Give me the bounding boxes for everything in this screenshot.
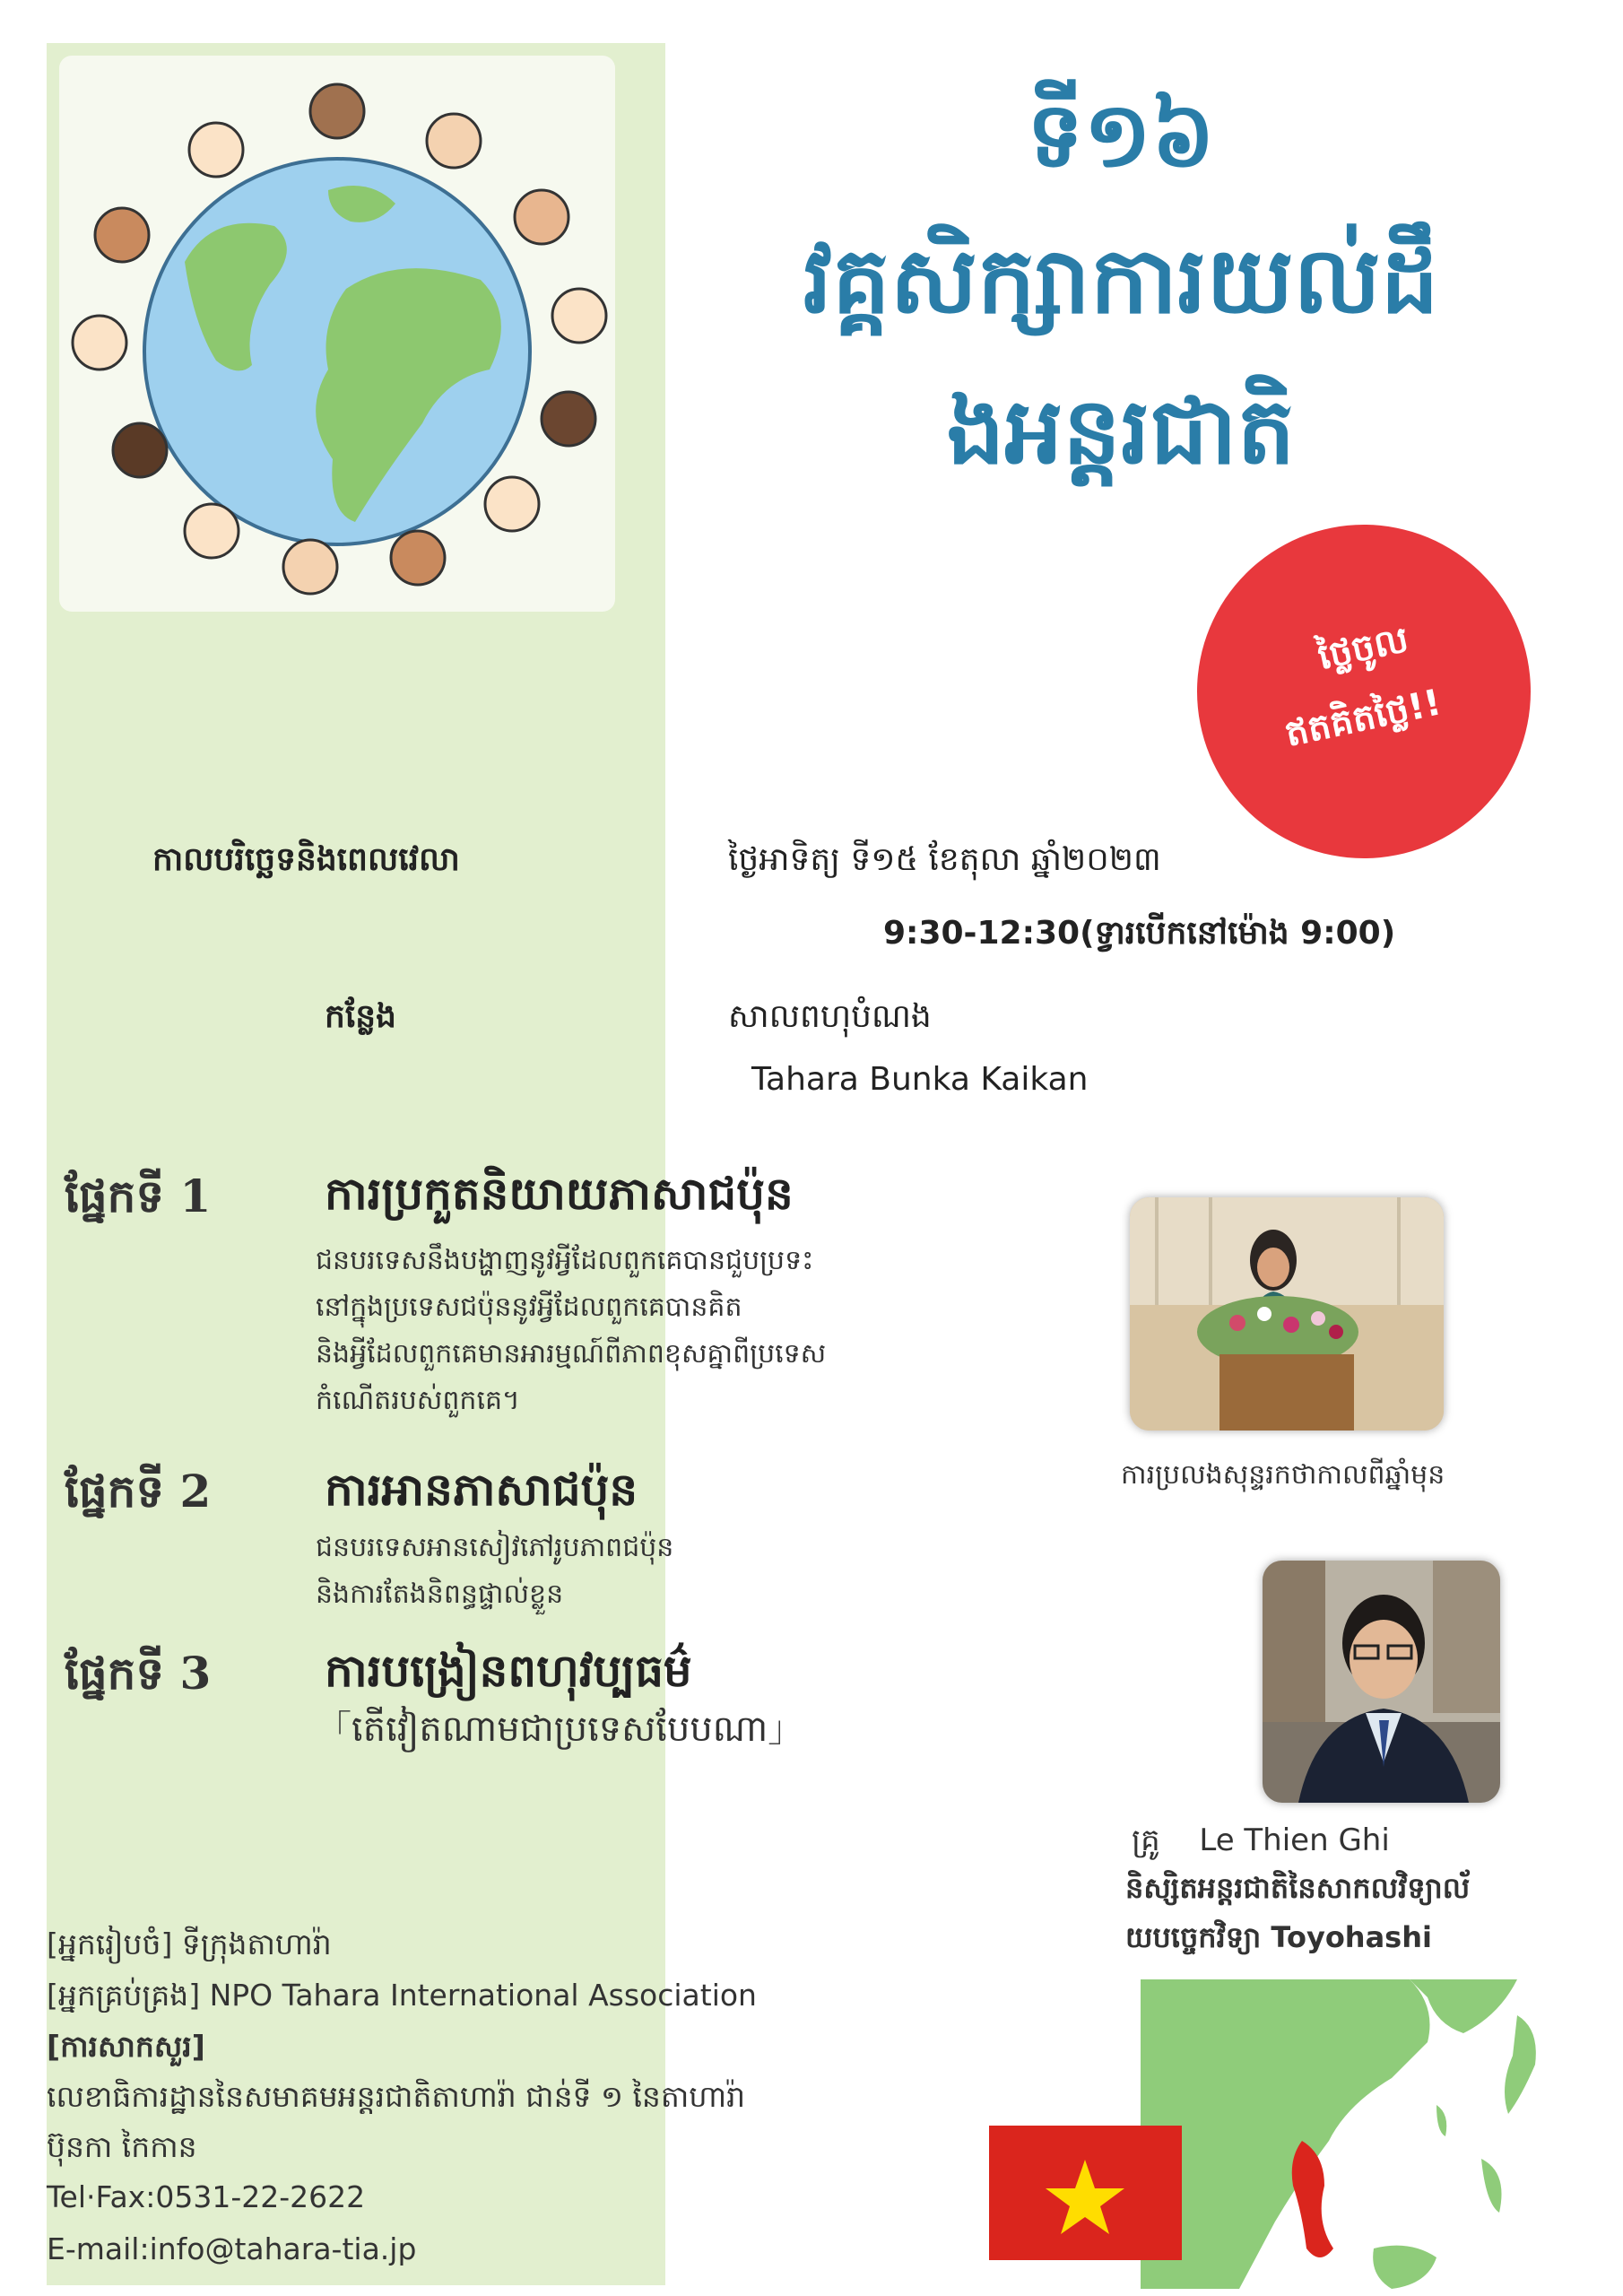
- venue-name: Tahara Bunka Kaikan: [751, 1061, 1089, 1098]
- japan-islands: [1505, 2015, 1536, 2114]
- description-line: នៅក្នុងប្រទេសជប៉ុននូវអ្វីដែលពួកគេបានគិត: [316, 1292, 742, 1323]
- inquiry-address-line-1: លេខាធិការដ្ឋាននៃសមាគមអន្តរជាតិតាហារ៉ា ជាន់ទី ១ នៃតាហារ៉ា: [47, 2079, 746, 2114]
- date-value: ថ្ងៃអាទិត្យ ទី១៥ ខែតុលា ឆ្នាំ២០២៣: [728, 841, 1161, 878]
- venue-label: កន្លែង: [325, 998, 396, 1035]
- asia-map: [1141, 1979, 1598, 2289]
- part-1-description: [316, 1238, 826, 1424]
- time-value: 9:30-12:30(ទ្វារបើកនៅម៉ោង 9:00): [883, 915, 1396, 952]
- part-1-label: ផ្នែកទី 1: [65, 1170, 212, 1222]
- speaker-name: Le Thien Ghi: [1199, 1822, 1390, 1858]
- philippines-islands: [1481, 2159, 1502, 2213]
- description-line: កំណើតរបស់ពួកគេ។: [316, 1385, 520, 1416]
- speaker-prefix: គ្រូ: [1132, 1822, 1160, 1858]
- email-address[interactable]: E-mail:info@tahara-tia.jp: [47, 2231, 417, 2266]
- part-1-title: ការប្រកួតនិយាយភាសាជប៉ុន: [325, 1167, 794, 1220]
- taiwan-island: [1436, 2105, 1446, 2136]
- child-face: [73, 316, 126, 370]
- venue-value: សាលពហុបំណង: [728, 998, 932, 1035]
- child-face: [485, 477, 539, 531]
- child-face: [542, 392, 595, 446]
- description-line: និងអ្វីដែលពួកគេមានអារម្មណ៍ពីភាពខុសគ្នាពីប្រទេស: [316, 1338, 827, 1370]
- speaker-line-1: [1132, 1821, 1390, 1866]
- inquiry-address-line-2: ប៊ុនកា កៃកាន: [47, 2129, 197, 2164]
- free-admission-badge: [1197, 525, 1531, 858]
- globe-children-illustration: [59, 56, 615, 612]
- operator-line: [អ្នកគ្រប់គ្រង] NPO Tahara International Association: [47, 1978, 757, 2013]
- mainland-asia: [1141, 1979, 1430, 2289]
- tel-fax: Tel·Fax:0531-22-2622: [47, 2179, 366, 2214]
- badge-line-1: ថ្លៃចូល: [1314, 619, 1412, 679]
- description-line: និងការតែងនិពន្ធផ្ទាល់ខ្លួន: [316, 1578, 564, 1610]
- inquiry-label: [ការសាកសួរ]: [47, 2029, 205, 2064]
- child-face: [189, 123, 243, 177]
- vietnam-highlight: [1292, 2141, 1333, 2257]
- child-face: [95, 208, 149, 262]
- speaker-affiliation-line-1: និស្សិតអន្តរជាតិនៃសាកលវិទ្យាល័: [1125, 1871, 1471, 1905]
- speech-contest-photo: [1130, 1197, 1444, 1431]
- part-3-title: ការបង្រៀនពហុវប្បធម៌: [325, 1644, 692, 1697]
- speaker-portrait: [1263, 1561, 1500, 1803]
- child-face: [185, 504, 239, 558]
- part-2-description: [316, 1525, 673, 1618]
- organizer-line: [អ្នករៀបចំ] ទីក្រុងតាហារ៉ា: [47, 1926, 332, 1961]
- child-face: [310, 84, 364, 138]
- child-face: [283, 540, 337, 594]
- photo-caption: ការប្រលងសុន្ទរកថាកាលពីឆ្នាំមុន: [1121, 1459, 1445, 1491]
- child-face: [552, 289, 606, 343]
- part-2-title: ការអានភាសាជប៉ុន: [325, 1463, 638, 1516]
- flag-star-icon: [989, 2126, 1182, 2260]
- speaker-affiliation-line-2: យបច្ចេកវិទ្យា Toyohashi: [1125, 1920, 1432, 1954]
- date-time-label: កាលបរិច្ឆេទនិងពេលវេលា: [152, 841, 460, 878]
- child-face: [391, 531, 445, 585]
- description-line: ជនបរទេសនឹងបង្ហាញនូវអ្វីដែលពួកគេបានជួបប្រទះ: [316, 1245, 814, 1276]
- borneo-island: [1373, 2246, 1436, 2289]
- event-title-line-1: ទី១៦: [1027, 82, 1215, 187]
- asia-map-image: [1141, 1979, 1598, 2289]
- globe-illustration: [59, 56, 615, 612]
- child-face: [515, 190, 568, 244]
- vietnam-flag: [989, 2126, 1182, 2260]
- description-line: ជនបរទេសអានសៀវភៅរូបភាពជប៉ុន: [316, 1532, 674, 1563]
- event-title-line-3: ងអន្តរជាតិ: [946, 378, 1296, 485]
- badge-line-2: ឥតគិតថ្លៃ!!: [1281, 682, 1445, 755]
- description-line: 「តើវៀតណាមជាប្រទេសបែបណា」: [316, 1709, 804, 1750]
- speech-contest-image: [1130, 1197, 1444, 1431]
- speaker-photo: [1263, 1561, 1500, 1803]
- part-2-label: ផ្នែកទី 2: [65, 1465, 212, 1518]
- event-title-line-2: វគ្គសិក្សាការយល់ដឹ: [803, 227, 1439, 335]
- child-face: [113, 423, 167, 477]
- part-3-description: [316, 1706, 803, 1752]
- child-face: [427, 114, 481, 168]
- part-3-label: ផ្នែកទី 3: [65, 1647, 212, 1700]
